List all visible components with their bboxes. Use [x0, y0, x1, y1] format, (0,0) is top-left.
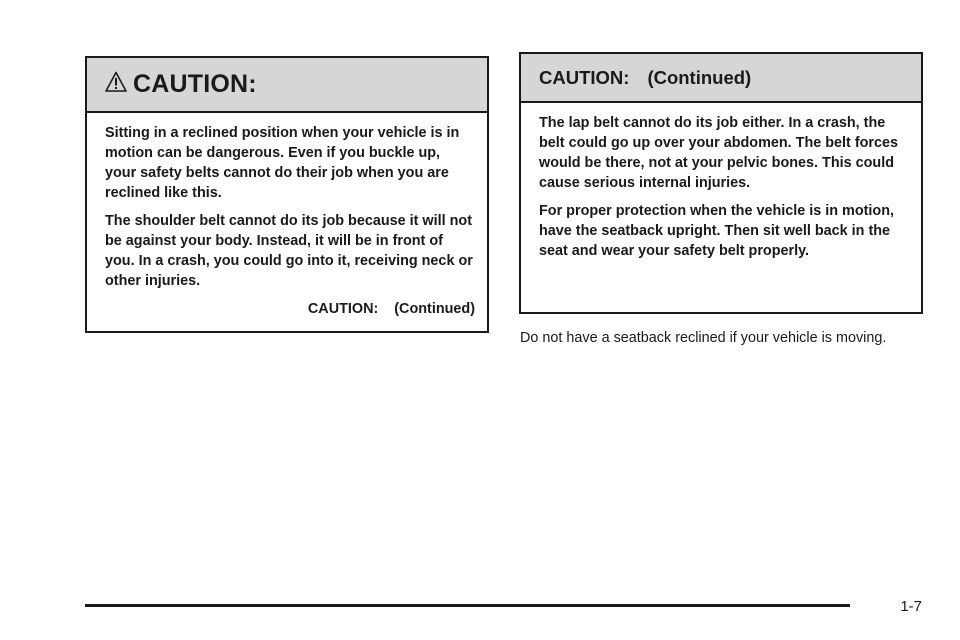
- caution-title: CAUTION:: [133, 70, 257, 98]
- caution-body: [87, 113, 487, 319]
- body-paragraph: Do not have a seatback reclined if your vehicle is moving.: [520, 330, 887, 346]
- continued-title-label: CAUTION:: [539, 66, 630, 88]
- caution-body: [521, 103, 921, 261]
- continued-title-suffix: (Continued): [647, 66, 752, 88]
- warning-triangle-icon: [105, 71, 127, 93]
- continued-suffix: (Continued): [394, 301, 475, 317]
- caution-box-left: [85, 56, 489, 333]
- caution-paragraph: For proper protection when the vehicle is in motion, have the seatback upright. Then sit well back in the seat and wear your safety belt properly.: [539, 203, 895, 259]
- caution-continued-note: [105, 299, 475, 319]
- caution-box-right: [519, 52, 923, 314]
- caution-paragraph: The lap belt cannot do its job either. In a crash, the belt could go up over your abdomen. The belt forces would be there, not at your pelvic bones. This could cause serious internal injuries.: [539, 115, 899, 191]
- footer-rule: [85, 604, 850, 607]
- caution-header: [87, 58, 487, 113]
- caution-title-continued: [539, 67, 751, 89]
- caution-paragraph: The shoulder belt cannot do its job because it will not be against your body. Instead, it will be in front of you. In a crash, you could go into it, receiving neck or other injuries.: [105, 213, 473, 289]
- continued-label: CAUTION:: [307, 301, 379, 317]
- page-number: 1-7: [900, 598, 922, 615]
- caution-header-continued: [521, 54, 921, 103]
- caution-paragraph: Sitting in a reclined position when your vehicle is in motion can be dangerous. Even if you buckle up, your safety belts cannot do their job when you are reclined like this.: [105, 125, 460, 201]
